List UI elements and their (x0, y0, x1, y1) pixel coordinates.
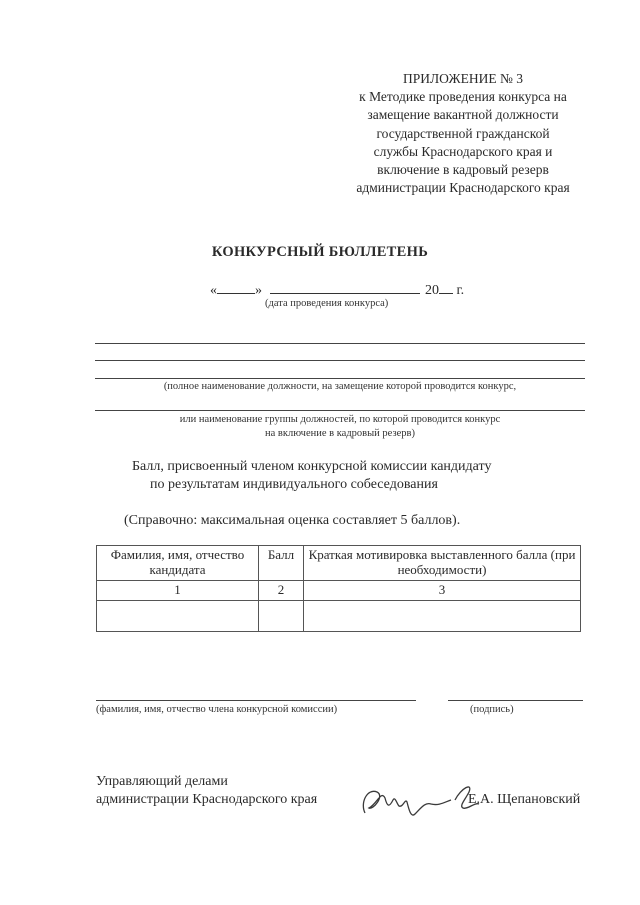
position-line-2 (95, 360, 585, 361)
date-open-quote: « (210, 283, 217, 298)
day-blank (217, 281, 255, 294)
header-score: Балл (259, 546, 304, 581)
handwritten-signature (355, 778, 485, 828)
appendix-line: государственной гражданской (376, 125, 550, 141)
position-caption-2: или наименование группы должностей, по которой проводится конкурс (179, 414, 501, 425)
results-table (96, 545, 581, 632)
header-candidate: Фамилия, имя, отчество кандидата (97, 546, 259, 581)
footer-role-line-2: администрации Краснодарского края (96, 792, 318, 807)
member-signature-caption: (подпись) (470, 704, 514, 715)
table-row (97, 601, 581, 632)
appendix-header (330, 70, 596, 197)
col-number: 2 (259, 581, 304, 601)
year-prefix: 20 (425, 283, 439, 298)
member-name-caption: (фамилия, имя, отчество члена конкурсной комиссии) (96, 704, 338, 715)
position-line-3 (95, 378, 585, 379)
score-text-line-1: Балл, присвоенный членом конкурсной комиссии кандидату (132, 459, 492, 474)
date-close-quote: » (255, 283, 262, 298)
appendix-line: к Методике проведения конкурса на (359, 89, 567, 105)
score-text-line-2: по результатам индивидуального собеседования (150, 477, 438, 492)
member-signature-line (448, 700, 583, 701)
appendix-line: администрации Краснодарского края (356, 180, 570, 196)
date-line (210, 281, 464, 299)
candidate-cell[interactable] (97, 601, 259, 632)
table-header-row (97, 546, 581, 581)
document-title: КОНКУРСНЫЙ БЮЛЛЕТЕНЬ (211, 244, 429, 260)
date-caption: (дата проведения конкурса) (265, 298, 389, 309)
position-caption-1: (полное наименование должности, на замещение которой проводится конкурс, (163, 381, 517, 392)
appendix-line: службы Краснодарского края и (373, 143, 553, 159)
position-caption-3: на включение в кадровый резерв) (265, 428, 415, 439)
month-blank (270, 281, 420, 294)
position-line-4 (95, 410, 585, 411)
motivation-cell[interactable] (304, 601, 581, 632)
reference-note: (Справочно: максимальная оценка составляет 5 баллов). (124, 513, 461, 528)
col-number: 1 (97, 581, 259, 601)
position-line-1 (95, 343, 585, 344)
appendix-line: ПРИЛОЖЕНИЕ № 3 (402, 71, 524, 86)
year-suffix: г. (456, 283, 465, 298)
footer-role-line-1: Управляющий делами (96, 774, 228, 789)
year-blank (439, 281, 453, 294)
table-number-row (97, 581, 581, 601)
col-number: 3 (304, 581, 581, 601)
header-motivation: Краткая мотивировка выставленного балла (при необходимости) (304, 546, 581, 581)
appendix-line: замещение вакантной должности (367, 107, 559, 123)
appendix-line: включение в кадровый резерв (377, 162, 549, 178)
member-name-line (96, 700, 416, 701)
footer-signer: Е.А. Щепановский (468, 792, 581, 807)
score-cell[interactable] (259, 601, 304, 632)
